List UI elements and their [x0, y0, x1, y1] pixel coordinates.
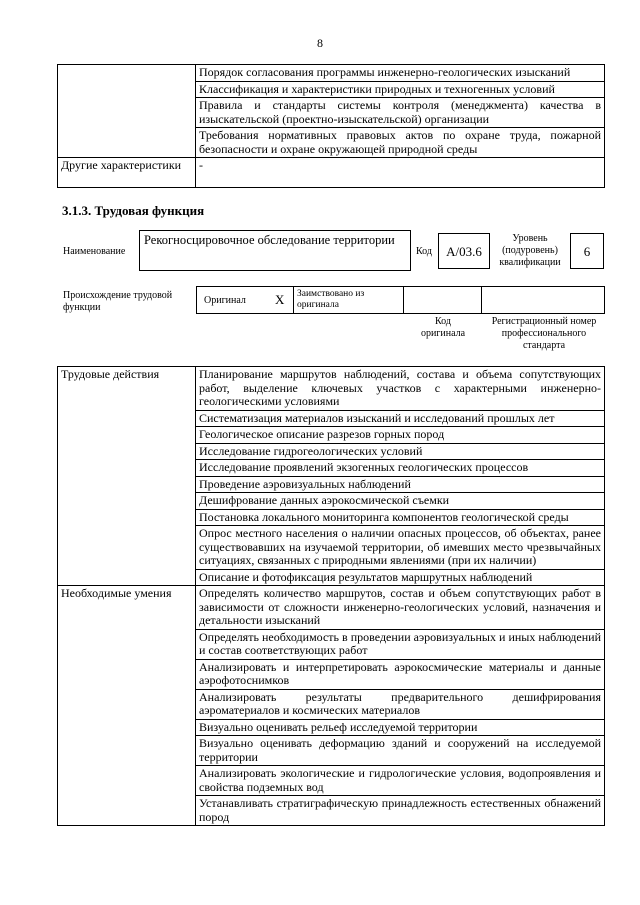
action-item: Систематизация материалов изысканий и исследований прошлых лет	[196, 410, 605, 427]
name-value: Рекогносцировочное обследование территории	[139, 230, 411, 271]
table-cell: Правила и стандарты системы контроля (менеджмента) качества в изыскательской (проектно-изыскательской) организации	[196, 98, 605, 128]
section-title: 3.1.3. Трудовая функция	[62, 203, 205, 218]
page-number: 8	[317, 36, 323, 50]
row-label	[58, 65, 196, 158]
skills-label: Необходимые умения	[58, 586, 196, 826]
action-item: Исследование проявлений экзогенных геологических процессов	[196, 460, 605, 477]
original-cell	[196, 286, 294, 314]
table-cell: Классификация и характеристики природных и техногенных условий	[196, 81, 605, 98]
borrowed-cell	[293, 286, 404, 314]
skill-item: Визуально оценивать рельеф исследуемой территории	[196, 719, 605, 736]
table-row	[58, 367, 605, 411]
original-text: Оригинал	[204, 295, 246, 306]
action-item: Дешифрование данных аэрокосмической съемки	[196, 493, 605, 510]
row-label: Другие характеристики	[58, 158, 196, 188]
action-item: Проведение аэровизуальных наблюдений	[196, 476, 605, 493]
actions-label: Трудовые действия	[58, 367, 196, 586]
code-original-cell	[403, 286, 482, 314]
action-item: Планирование маршрутов наблюдений, состава и объема сопутствующих работ, выделение ключевых участков с характерными инженерно-геологическими условиями	[196, 367, 605, 411]
borrowed-text: Заимствовано из оригинала	[297, 289, 365, 310]
table-row	[58, 586, 605, 630]
table-cell: Порядок согласования программы инженерно-геологических изысканий	[196, 65, 605, 82]
code-value: А/03.6	[438, 233, 490, 269]
level-label: Уровень (подуровень) квалификации	[499, 233, 561, 268]
action-item: Опрос местного населения о наличии опасных процессов, об объектах, ранее существовавших на изучаемой территории, об имевших место чрезвычайных ситуациях, связанных с природными явлениями (при их наличии)	[196, 526, 605, 570]
code-original-caption: Код оригинала	[420, 316, 466, 339]
reg-number-caption: Регистрационный номер профессионального стандарта	[491, 316, 597, 351]
skill-item: Анализировать экологические и гидрологические условия, водопроявления и свойства подземных вод	[196, 766, 605, 796]
original-mark: X	[275, 292, 285, 307]
skill-item: Анализировать результаты предварительного дешифрирования аэроматериалов и космических материалов	[196, 689, 605, 719]
action-item: Описание и фотофиксация результатов маршрутных наблюдений	[196, 569, 605, 586]
function-table	[57, 366, 605, 826]
skill-item: Определять количество маршрутов, состав и объем сопутствующих работ в зависимости от сложности инженерно-геологических условий, назначения и детальности изысканий	[196, 586, 605, 630]
table-row	[58, 65, 605, 82]
skill-item: Устанавливать стратиграфическую принадлежность естественных обнажений пород	[196, 796, 605, 826]
action-item: Постановка локального мониторинга компонентов геологической среды	[196, 509, 605, 526]
level-value: 6	[570, 233, 604, 269]
name-label: Наименование	[63, 246, 126, 257]
skill-item: Определять необходимость в проведении аэровизуальных и иных наблюдений и состав соответствующих работ	[196, 629, 605, 659]
origin-label: Происхождение трудовой функции	[63, 290, 173, 313]
code-label: Код	[416, 246, 432, 257]
action-item: Геологическое описание разрезов горных пород	[196, 427, 605, 444]
skill-item: Анализировать и интерпретировать аэрокосмические материалы и данные аэрофотоснимков	[196, 659, 605, 689]
skill-item: Визуально оценивать деформацию зданий и сооружений на исследуемой территории	[196, 736, 605, 766]
knowledge-table	[57, 64, 605, 188]
table-cell: -	[196, 158, 605, 188]
action-item: Исследование гидрогеологических условий	[196, 443, 605, 460]
table-row	[58, 158, 605, 188]
table-cell: Требования нормативных правовых актов по охране труда, пожарной безопасности и охране окружающей природной среды	[196, 128, 605, 158]
reg-number-cell	[481, 286, 605, 314]
